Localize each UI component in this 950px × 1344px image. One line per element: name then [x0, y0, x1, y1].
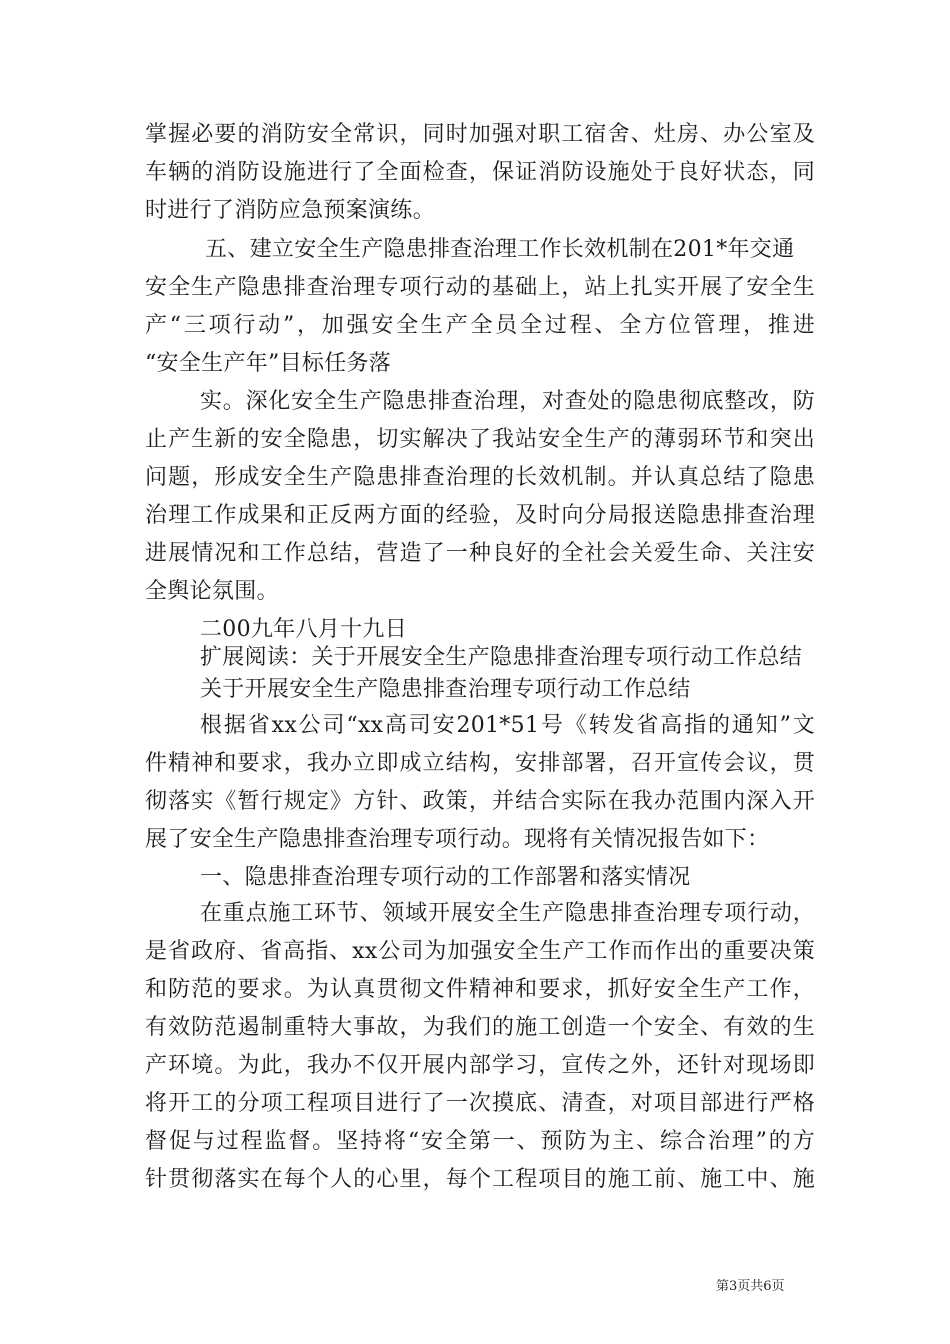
paragraph-line: 实。深化安全生产隐患排查治理，对查处的隐患彻底整改，防: [200, 389, 815, 414]
paragraph-line: 督促与过程监督。坚持将“安全第一、预防为主、综合治理”的方: [145, 1129, 815, 1154]
page-indicator: 第3页共6页: [716, 1279, 785, 1294]
paragraph-line: 件精神和要求，我办立即成立结构，安排部署，召开宣传会议，贯: [145, 751, 815, 776]
date-line: 二00九年八月十九日: [200, 617, 407, 642]
section-heading: 一、隐患排查治理专项行动的工作部署和落实情况: [200, 865, 691, 890]
section-title: 关于开展安全生产隐患排查治理专项行动工作总结: [200, 677, 691, 702]
paragraph-line: 在重点施工环节、领域开展安全生产隐患排查治理专项行动，: [200, 901, 815, 926]
paragraph-line: 有效防范遏制重特大事故，为我们的施工创造一个安全、有效的生: [145, 1015, 815, 1040]
paragraph-line: 展了安全生产隐患排查治理专项行动。现将有关情况报告如下：: [145, 827, 770, 852]
paragraph-line: 产环境。为此，我办不仅开展内部学习，宣传之外，还针对现场即: [145, 1053, 815, 1078]
paragraph-line: 全舆论氛围。: [145, 579, 279, 604]
paragraph-line: 安全生产隐患排查治理专项行动的基础上，站上扎实开展了安全生: [145, 275, 815, 300]
paragraph-line: 是省政府、省高指、xx公司为加强安全生产工作而作出的重要决策: [145, 939, 815, 964]
paragraph-line: 车辆的消防设施进行了全面检查，保证消防设施处于良好状态，同: [145, 160, 815, 185]
paragraph-line: 彻落实《暂行规定》方针、政策，并结合实际在我办范围内深入开: [145, 789, 815, 814]
paragraph-line: 治理工作成果和正反两方面的经验，及时向分局报送隐患排查治理: [145, 503, 815, 528]
extended-reading-line: 扩展阅读：关于开展安全生产隐患排查治理专项行动工作总结: [200, 645, 803, 670]
paragraph-line: 针贯彻落实在每个人的心里，每个工程项目的施工前、施工中、施: [145, 1167, 815, 1192]
paragraph-line: 进展情况和工作总结，营造了一种良好的全社会关爱生命、关注安: [145, 541, 815, 566]
paragraph-line: 掌握必要的消防安全常识，同时加强对职工宿舍、灶房、办公室及: [145, 122, 815, 147]
paragraph-line: “安全生产年”目标任务落: [145, 351, 392, 376]
paragraph-line: 产“三项行动”，加强安全生产全员全过程、全方位管理，推进: [145, 313, 815, 338]
paragraph-line: 根据省xx公司“xx高司安201*51号《转发省高指的通知”文: [200, 713, 815, 738]
paragraph-line: 问题，形成安全生产隐患排查治理的长效机制。并认真总结了隐患: [145, 465, 815, 490]
paragraph-line: 将开工的分项工程项目进行了一次摸底、清查，对项目部进行严格: [145, 1091, 815, 1116]
paragraph-line: 五、建立安全生产隐患排查治理工作长效机制在201*年交通: [205, 237, 795, 262]
paragraph-line: 时进行了消防应急预案演练。: [145, 198, 435, 223]
paragraph-line: 和防范的要求。为认真贯彻文件精神和要求，抓好安全生产工作，: [145, 977, 815, 1002]
paragraph-line: 止产生新的安全隐患，切实解决了我站安全生产的薄弱环节和突出: [145, 427, 815, 452]
